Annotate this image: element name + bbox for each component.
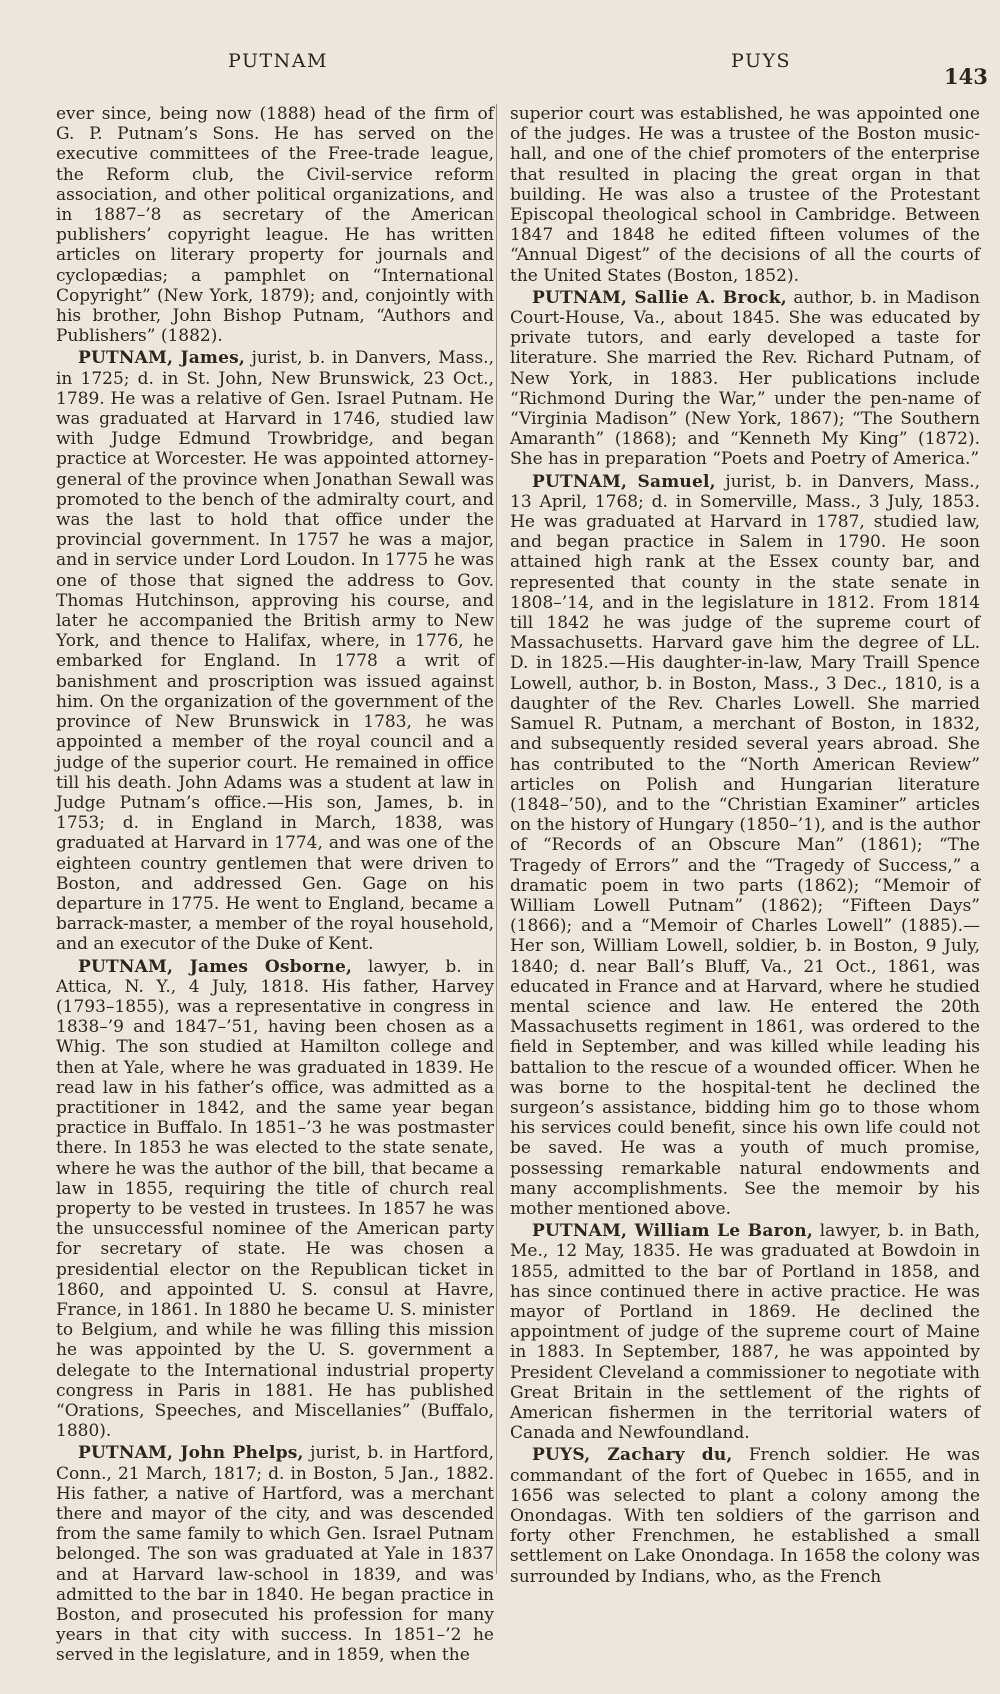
entry-headword: PUTNAM, William Le Baron, (532, 1221, 813, 1242)
entry-headword: PUTNAM, Samuel, (532, 471, 716, 492)
entry-text: French soldier. He was commandant of the fort of Quebec in 1655, and in 1656 was selected to plant a colony among the Onondagas. With ten soldiers of the garrison and forty other Frenchmen, he established a small settlement on Lake Onondaga. In 1658 the colony was surrounded by Indians, who, as the French (510, 1445, 980, 1587)
column-divider (496, 104, 497, 1574)
entry-continuation: ever since, being now (1888) head of the firm of G. P. Putnam’s Sons. He has served on the executive committees of the Free-trade league, the Reform club, the Civil-service reform association, and other political organizations, and in 1887–’8 as secretary of the American publishers’ copyright league. He has written articles on literary property for journals and cyclopædias; a pamphlet on “International Copyright” (New York, 1879); and, conjointly with his brother, John Bishop Putnam, “Authors and Publishers” (1882). (56, 104, 494, 347)
running-head-right: PUYS (731, 50, 792, 72)
entry-putnam-john-phelps (56, 1443, 494, 1665)
entry-continuation: superior court was established, he was appointed one of the judges. He was a trustee of the Boston music-hall, and one of the chief promoters of the enterprise that resulted in placing the great organ in that building. He was also a trustee of the Protestant Episcopal theological school in Cambridge. Between 1847 and 1848 he edited fifteen volumes of the “Annual Digest” of the decisions of all the courts of the United States (Boston, 1852). (510, 104, 980, 286)
entry-putnam-sallie (510, 288, 980, 470)
entry-text: lawyer, b. in Bath, Me., 12 May, 1835. He was graduated at Bowdoin in 1855, admitted to the bar of Portland in 1858, and has since continued there in active practice. He was mayor of Portland in 1869. He declined the appointment of judge of the supreme court of Maine in 1883. In September, 1887, he was appointed by President Cleveland a commissioner to negotiate with Great Britain in the settlement of the rights of American fishermen in the territorial waters of Canada and Newfoundland. (510, 1221, 980, 1444)
entry-putnam-samuel (510, 472, 980, 1220)
entry-text: author, b. in Madison Court-House, Va., about 1845. She was educated by private tutors, and early developed a taste for literature. She married the Rev. Richard Putnam, of New York, in 1883. Her publications include “Richmond During the War,” under the pen-name of “Virginia Madison” (New York, 1867); “The Southern Amaranth” (1868); and “Kenneth My King” (1872). She has in preparation “Poets and Poetry of America.” (510, 287, 980, 470)
entry-headword: PUTNAM, John Phelps, (78, 1443, 304, 1464)
left-column (56, 104, 494, 1668)
entry-text: jurist, b. in Danvers, Mass., 13 April, 1768; d. in Somerville, Mass., 3 July, 1853. He was graduated at Harvard in 1787, studied law, and began practice in Salem in 1790. He soon attained high rank at the Essex county bar, and represented that county in the state senate in 1808–’14, and in the legislature in 1812. From 1814 till 1842 he was judge of the supreme court of Massachusetts. Harvard gave him the degree of LL. D. in 1825.—His daughter-in-law, Mary Traill Spence Lowell, author, b. in Boston, Mass., 3 Dec., 1810, is a daughter of the Rev. Charles Lowell. She married Samuel R. Putnam, a merchant of Boston, in 1832, and subsequently resided several years abroad. She has contributed to the “North American Review” articles on Polish and Hungarian literature (1848–’50), and to the “Christian Examiner” articles on the history of Hungary (1850–’1), and is the author of “Records of an Obscure Man” (1861); “The Tragedy of Errors” and the “Tragedy of Success,” a dramatic poem in two parts (1862); “Memoir of William Lowell Putnam” (1862); “Fifteen Days” (1866); and a “Memoir of Charles Lowell” (1885).—Her son, William Lowell, soldier, b. in Boston, 9 July, 1840; d. near Ball’s Bluff, Va., 21 Oct., 1861, was educated in France and at Harvard, where he studied mental science and law. He entered the 20th Massachusetts regiment in 1861, was ordered to the field in September, and was killed while leading his battalion to the rescue of a wounded officer. When he was borne to the hospital-tent he declined the surgeon’s assistance, bidding him go to those whom his services could benefit, since his own life could not be saved. He was a youth of much promise, possessing remarkable natural endowments and many accomplishments. See the memoir by his mother mentioned above. (510, 471, 980, 1219)
entry-headword: PUTNAM, James Osborne, (78, 956, 353, 977)
entry-headword: PUYS, Zachary du, (532, 1445, 733, 1466)
entry-text: jurist, b. in Hartford, Conn., 21 March, 1817; d. in Boston, 5 Jan., 1882. His father, a native of Hartford, was a merchant there and mayor of the city, and was descended from the same family to which Gen. Israel Putnam belonged. The son was graduated at Yale in 1837 and at Harvard law-school in 1839, and was admitted to the bar in 1840. He began practice in Boston, and prosecuted his profession for many years in that city with success. In 1851–’2 he served in the legislature, and in 1859, when the (56, 1443, 494, 1666)
entry-putnam-james-osborne (56, 957, 494, 1442)
entry-puys-zachary (510, 1445, 980, 1586)
entry-headword: PUTNAM, Sallie A. Brock, (532, 287, 787, 308)
right-column (510, 104, 980, 1589)
entry-headword: PUTNAM, James, (78, 348, 246, 369)
entry-putnam-james (56, 348, 494, 954)
running-head-left: PUTNAM (228, 50, 328, 72)
entry-putnam-william-le-baron (510, 1221, 980, 1443)
entry-text: lawyer, b. in Attica, N. Y., 4 July, 1818. His father, Harvey (1793–1855), was a representative in congress in 1838–’9 and 1847–’51, having been chosen as a Whig. The son studied at Hamilton college and then at Yale, where he was graduated in 1839. He read law in his father’s office, was admitted as a practitioner in 1842, and the same year began practice in Buffalo. In 1851–’3 he was postmaster there. In 1853 he was elected to the state senate, where he was the author of the bill, that became a law in 1855, requiring the title of church real property to be vested in trustees. In 1857 he was the unsuccessful nominee of the American party for secretary of state. He was chosen a presidential elector on the Republican ticket in 1860, and appointed U. S. consul at Havre, France, in 1861. In 1880 he became U. S. minister to Belgium, and while he was filling this mission he was appointed by the U. S. government a delegate to the International industrial property congress in Paris in 1881. He has published “Orations, Speeches, and Miscellanies” (Buffalo, 1880). (56, 956, 494, 1442)
entry-text: jurist, b. in Danvers, Mass., in 1725; d. in St. John, New Brunswick, 23 Oct., 1789. He was a relative of Gen. Israel Putnam. He was graduated at Harvard in 1746, studied law with Judge Edmund Trowbridge, and began practice at Worcester. He was appointed attorney-general of the province when Jonathan Sewall was promoted to the bench of the admiralty court, and was the last to hold that office under the provincial government. In 1757 he was a major, and in service under Lord Loudon. In 1775 he was one of those that signed the address to Gov. Thomas Hutchinson, approving his course, and later he accompanied the British army to New York, and thence to Halifax, where, in 1776, he embarked for England. In 1778 a writ of banishment and proscription was issued against him. On the organization of the government of the province of New Brunswick in 1783, he was appointed a member of the royal council and a judge of the superior court. He remained in office till his death. John Adams was a student at law in Judge Putnam’s office.—His son, James, b. in 1753; d. in England in March, 1838, was graduated at Harvard in 1774, and was one of the eighteen country gentlemen that were driven to Boston, and addressed Gen. Gage on his departure in 1775. He went to England, became a barrack-master, a member of the royal household, and an executor of the Duke of Kent. (56, 348, 494, 955)
page-number: 143 (944, 64, 988, 89)
